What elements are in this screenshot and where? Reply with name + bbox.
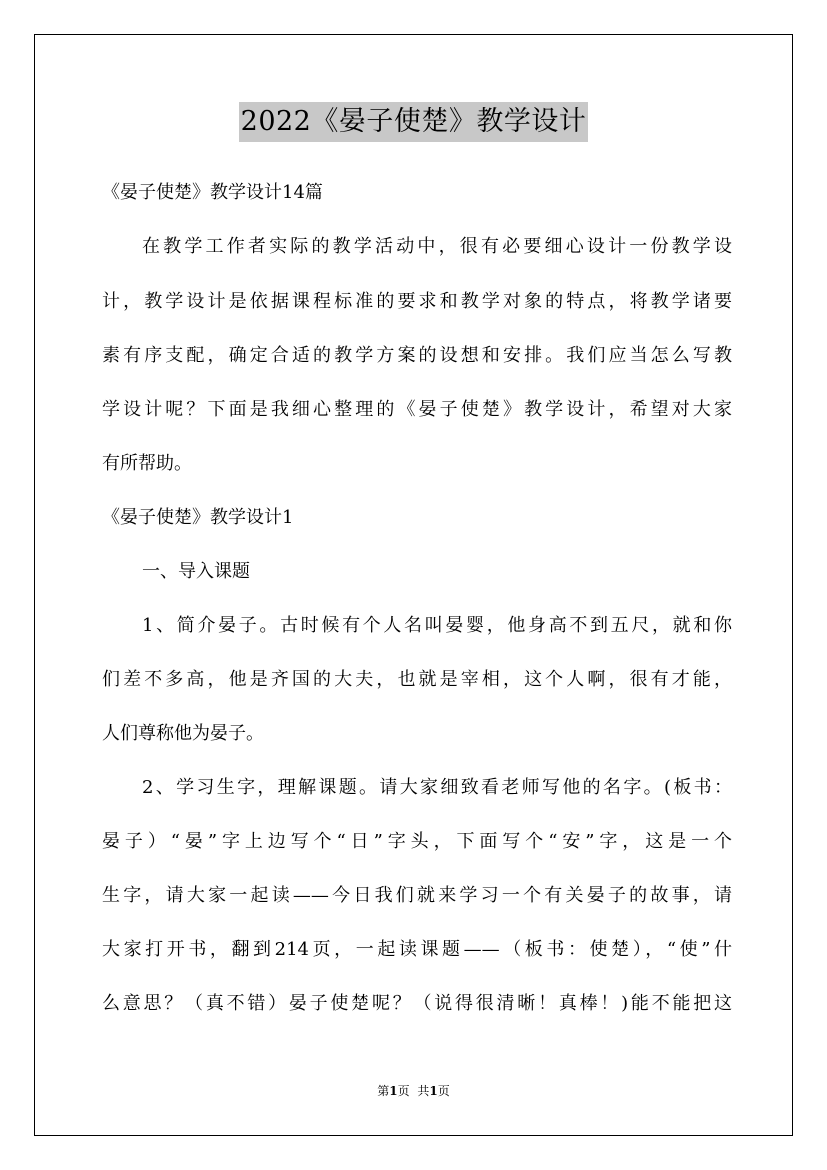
step2-line: 生字，请大家一起读——今日我们就来学习一个有关晏子的故事，请 [102, 885, 732, 906]
section-heading: 《晏子使楚》教学设计1 [102, 507, 294, 528]
document-title: 2022《晏子使楚》教学设计 [239, 102, 589, 142]
part-heading: 一、导入课题 [142, 561, 250, 582]
total-pages: 1 [429, 1084, 438, 1098]
step1-line: 们差不多高，他是齐国的大夫，也就是宰相，这个人啊，很有才能， [102, 669, 732, 690]
step2-line: 2、学习生字，理解课题。请大家细致看老师写他的名字。(板书： [142, 777, 732, 798]
step1-line: 人们尊称他为晏子。 [102, 723, 264, 744]
intro-line: 在教学工作者实际的教学活动中，很有必要细心设计一份教学设 [142, 236, 732, 257]
step2-line: 晏子）“晏”字上边写个“日”字头，下面写个“安”字，这是一个 [102, 831, 732, 852]
total-label-suffix: 页 [437, 1084, 450, 1098]
document-subtitle: 《晏子使楚》教学设计14篇 [102, 182, 323, 203]
intro-line: 计，教学设计是依据课程标准的要求和教学对象的特点，将教学诸要 [102, 291, 732, 312]
step2-line: 大家打开书，翻到214页，一起读课题——（板书：使楚），“使”什 [102, 939, 732, 960]
total-label-prefix: 共 [417, 1084, 430, 1098]
intro-line: 素有序支配，确定合适的教学方案的设想和安排。我们应当怎么写教 [102, 345, 732, 366]
page-number: 1 [389, 1084, 398, 1098]
page-label-suffix: 页 [397, 1084, 410, 1098]
document-title-block [0, 100, 827, 142]
intro-line: 有所帮助。 [102, 453, 192, 474]
step2-line: 么意思？（真不错）晏子使楚呢？（说得很清晰！真棒！)能不能把这 [102, 993, 732, 1014]
step1-line: 1、简介晏子。古时候有个人名叫晏婴，他身高不到五尺，就和你 [142, 615, 732, 636]
page-footer [0, 1083, 827, 1099]
intro-line: 学设计呢？下面是我细心整理的《晏子使楚》教学设计，希望对大家 [102, 399, 732, 420]
page-label-prefix: 第 [377, 1084, 390, 1098]
